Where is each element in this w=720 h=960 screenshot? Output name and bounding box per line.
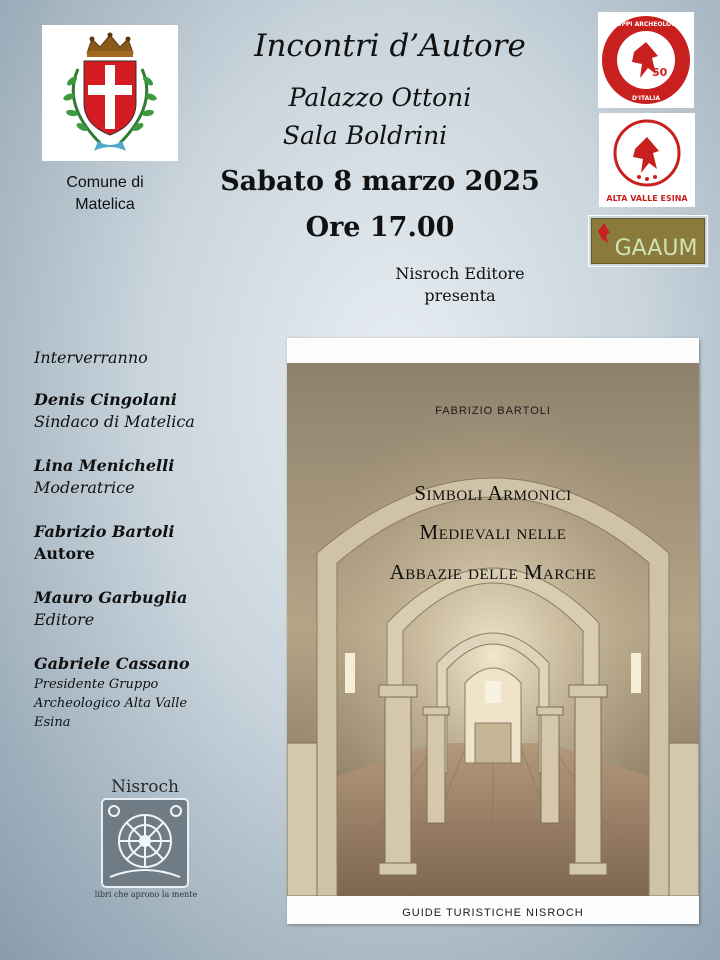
book-cover xyxy=(287,338,699,924)
book-series-label: GUIDE TURISTICHE NISROCH xyxy=(402,907,584,919)
svg-text:50: 50 xyxy=(652,66,668,79)
series-title: Incontri d’Autore xyxy=(254,28,526,64)
book-title-line2: Medievali nelle xyxy=(419,520,567,544)
publisher-presents xyxy=(380,263,540,307)
publisher-name: Nisroch Editore xyxy=(395,264,525,283)
speaker-item xyxy=(34,521,264,565)
svg-text:D'ITALIA: D'ITALIA xyxy=(631,95,661,102)
speaker-role: Archeologico Alta Valle xyxy=(34,696,188,711)
speaker-name: Gabriele Cassano xyxy=(34,654,190,673)
comune-label xyxy=(52,172,158,216)
speaker-role: Autore xyxy=(34,544,95,563)
speakers-list xyxy=(34,348,264,754)
speaker-role: Editore xyxy=(34,610,95,629)
speaker-role: Sindaco di Matelica xyxy=(34,412,195,431)
nisroch-tagline: libri che aprono la mente xyxy=(94,890,198,899)
gaavne-sub-label: ALTA VALLE ESINA xyxy=(606,194,688,203)
svg-text:GRUPPI ARCHEOLOGICI: GRUPPI ARCHEOLOGICI xyxy=(607,21,685,28)
nisroch-logo-name: Nisroch xyxy=(111,777,179,797)
event-date: Sabato 8 marzo 2025 xyxy=(220,166,540,197)
speakers-intro: Interverranno xyxy=(34,348,148,367)
gaaum-logo xyxy=(588,215,708,267)
speaker-name: Mauro Garbuglia xyxy=(34,588,188,607)
speaker-item xyxy=(34,587,264,631)
speaker-name: Fabrizio Bartoli xyxy=(34,522,175,541)
comune-label-line2: Matelica xyxy=(75,196,135,213)
speaker-role: Moderatrice xyxy=(34,478,135,497)
speaker-item xyxy=(34,455,264,499)
event-time: Ore 17.00 xyxy=(305,212,455,243)
nisroch-emblem-icon xyxy=(100,797,190,889)
book-title-line1: Simboli Armonici xyxy=(414,481,572,505)
speaker-name: Lina Menichelli xyxy=(34,456,175,475)
publisher-presents-label: presenta xyxy=(424,286,496,305)
speaker-item xyxy=(34,653,264,732)
comune-crest-logo xyxy=(42,25,178,161)
speaker-name: Denis Cingolani xyxy=(34,390,177,409)
crypt-photo xyxy=(287,363,699,896)
gruppo-archeologico-alta-valle-esina-logo xyxy=(599,113,695,207)
speaker-role: Esina xyxy=(34,715,71,730)
speaker-item xyxy=(34,389,264,433)
speaker-role: Presidente Gruppo xyxy=(34,677,159,692)
venue-line1: Palazzo Ottoni xyxy=(288,83,472,112)
venue-line2: Sala Boldrini xyxy=(282,121,448,150)
gruppi-archeologici-italia-logo xyxy=(598,12,694,108)
comune-label-line1: Comune di xyxy=(66,174,144,191)
book-author: FABRIZIO BARTOLI xyxy=(435,405,551,417)
book-title-line3: Abbazie delle Marche xyxy=(389,560,597,584)
gaaum-label: GAAUM xyxy=(614,236,698,261)
